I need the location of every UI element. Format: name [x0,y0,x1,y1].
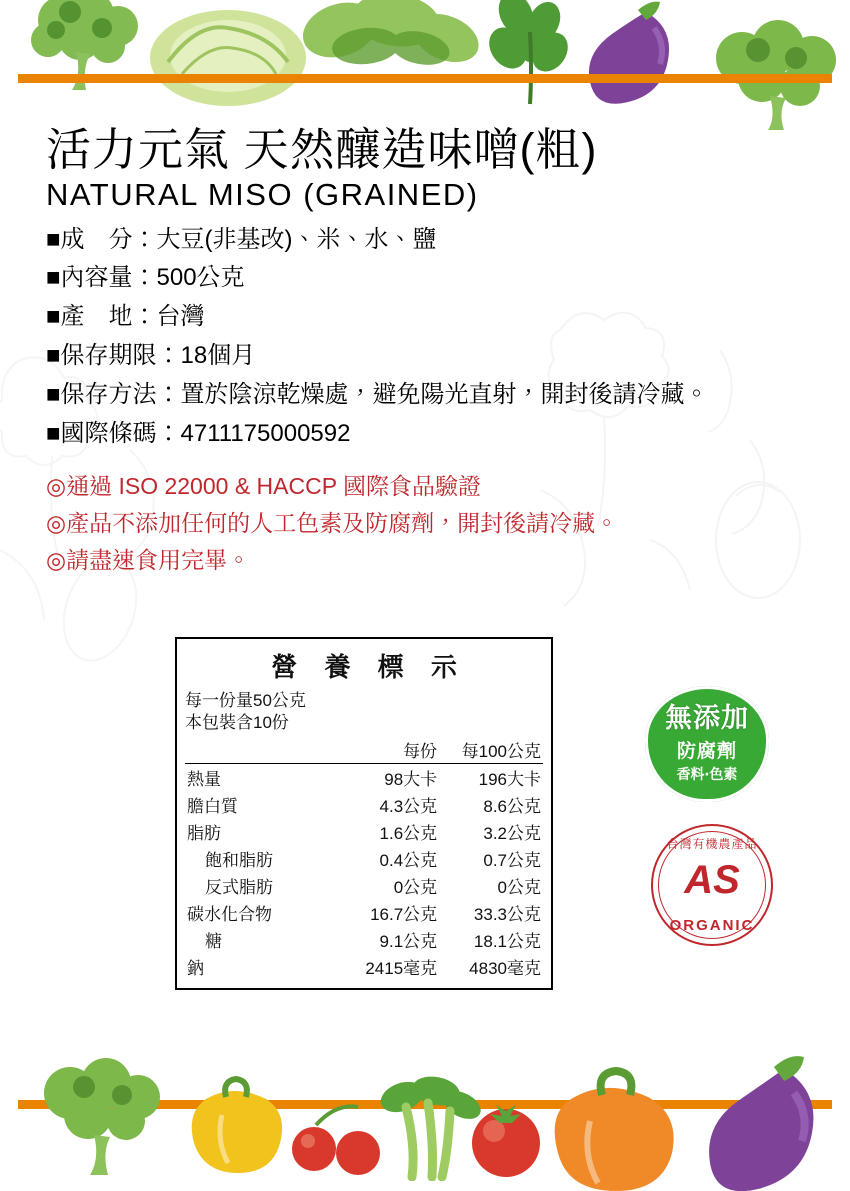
nutrient-name-saturated-fat: 飽和脂肪 [205,850,273,870]
no-additive-seal-line3: 香料‧色素 [676,766,738,782]
note-no-additives: ◎產品不添加任何的人工色素及防腐劑，開封後請冷藏。 [46,510,619,537]
nutrient-name-fat: 脂肪 [187,823,221,843]
nutrition-servings-per-pack: 本包裝含10份 [185,712,289,732]
nutrient-100g-fat: 3.2公克 [483,823,541,843]
spec-row-net-weight [46,259,826,298]
note-certification: ◎通過 ISO 22000 & HACCP 國際食品驗證 [46,472,482,499]
nutrient-name-trans-fat: 反式脂肪 [205,877,273,897]
nutrition-table [185,736,543,980]
nutrient-name-sodium: 鈉 [187,958,204,978]
nutrient-100g-sodium: 4830毫克 [469,958,541,978]
nutrition-serving-size: 每一份量50公克 [185,691,306,710]
nutrient-100g-protein: 8.6公克 [483,796,541,816]
spec-row-ingredients [46,221,826,260]
bottom-vegetable-artwork [0,1031,850,1191]
spec-value-shelf-life: 18個月 [180,342,256,370]
spec-value-barcode: 4711175000592 [180,419,351,447]
spec-label-shelf-life: ■保存期限： [46,342,181,370]
nutrition-table-head [185,736,543,764]
broccoli-icon [22,0,150,90]
spec-value-ingredients: 大豆(非基改)、米、水、鹽 [156,225,437,253]
table-row [185,926,543,953]
notes-list [46,468,826,580]
nutrient-serving-fat: 1.6公克 [379,823,438,843]
leafy-greens-icon [300,0,480,100]
cherry-tomatoes-icon [286,1089,396,1181]
nutrient-name-sugar: 糖 [205,931,222,951]
spec-row-origin [46,298,826,337]
spec-label-barcode: ■國際條碼： [46,419,181,447]
nutrition-col-per-serving: 每份 [335,736,439,764]
organic-seal-arc-bottom: ORGANIC [669,917,755,934]
nutrition-header-row [185,736,543,764]
nutrient-serving-saturated-fat: 0.4公克 [379,850,438,870]
nutrient-serving-sodium: 2415毫克 [365,958,438,978]
herb-icon [470,0,590,110]
nutrient-100g-saturated-fat: 0.7公克 [483,850,541,870]
organic-seal-mark: AS [684,858,740,902]
table-row [185,818,543,845]
spec-label-net-weight: ■內容量： [46,264,157,292]
nutrition-title: 營 養 標 示 [271,652,467,682]
note-consume-soon: ◎請盡速食用完畢。 [46,547,251,574]
eggplant-icon [576,0,686,114]
nutrient-serving-trans-fat: 0公克 [393,877,438,897]
broccoli-icon-bottom-left [26,1047,176,1177]
bottom-rule [18,1100,832,1109]
table-row [185,763,543,791]
broccoli-icon-right [700,12,850,132]
spec-row-storage [46,376,826,415]
nutrient-100g-trans-fat: 0公克 [497,877,541,897]
page-subtitle-english: NATURAL MISO (GRAINED) [46,176,479,212]
spec-value-origin: 台灣 [156,303,205,331]
top-vegetable-artwork [0,0,850,140]
no-additive-seal-line2: 防腐劑 [676,741,737,762]
bell-pepper-orange-icon [540,1045,690,1191]
table-row [185,872,543,899]
no-additive-seal-line1: 無添加 [665,703,749,733]
nutrient-100g-carbohydrate: 33.3公克 [473,904,541,924]
nutrient-serving-sugar: 9.1公克 [379,931,438,951]
cabbage-icon [148,4,308,108]
specification-list [46,221,826,454]
table-row [185,899,543,926]
nutrition-facts-panel [175,637,553,990]
top-rule [18,74,832,83]
nutrient-serving-protein: 4.3公克 [379,796,438,816]
label-text-content [46,126,826,580]
tomato-icon-bottom [462,1093,558,1189]
bell-pepper-yellow-icon [182,1059,292,1179]
nutrition-table-body [185,763,543,980]
no-additive-seal [645,686,769,802]
organic-certification-seal [651,824,773,946]
nutrient-serving-carbohydrate: 16.7公克 [370,904,438,924]
spec-label-origin: ■產 地： [46,303,157,331]
page-title: 活力元氣 天然釀造味噌(粗) [46,124,598,175]
celery-icon [366,1071,486,1181]
spec-value-storage: 置於陰涼乾燥處，避免陽光直射，開封後請冷藏。 [180,381,709,409]
organic-seal-arc-top: 台灣有機農產品 [666,837,758,851]
spec-row-barcode [46,415,826,454]
nutrient-serving-calories: 98大卡 [384,769,438,789]
table-row [185,845,543,872]
table-row [185,791,543,818]
nutrient-name-calories: 熱量 [187,769,221,789]
nutrient-name-carbohydrate: 碳水化合物 [187,904,272,924]
nutrient-name-protein: 膽白質 [187,796,238,816]
spec-row-shelf-life [46,337,826,376]
nutrient-100g-calories: 196大卡 [478,769,541,789]
nutrient-100g-sugar: 18.1公克 [473,931,541,951]
nutrition-col-per-100g: 每100公克 [439,736,543,764]
nutrition-col-blank [185,736,335,764]
spec-label-storage: ■保存方法： [46,381,181,409]
table-row [185,953,543,980]
eggplant-icon-bottom [692,1047,832,1191]
spec-label-ingredients: ■成 分： [46,225,157,253]
spec-value-net-weight: 500公克 [156,264,245,292]
